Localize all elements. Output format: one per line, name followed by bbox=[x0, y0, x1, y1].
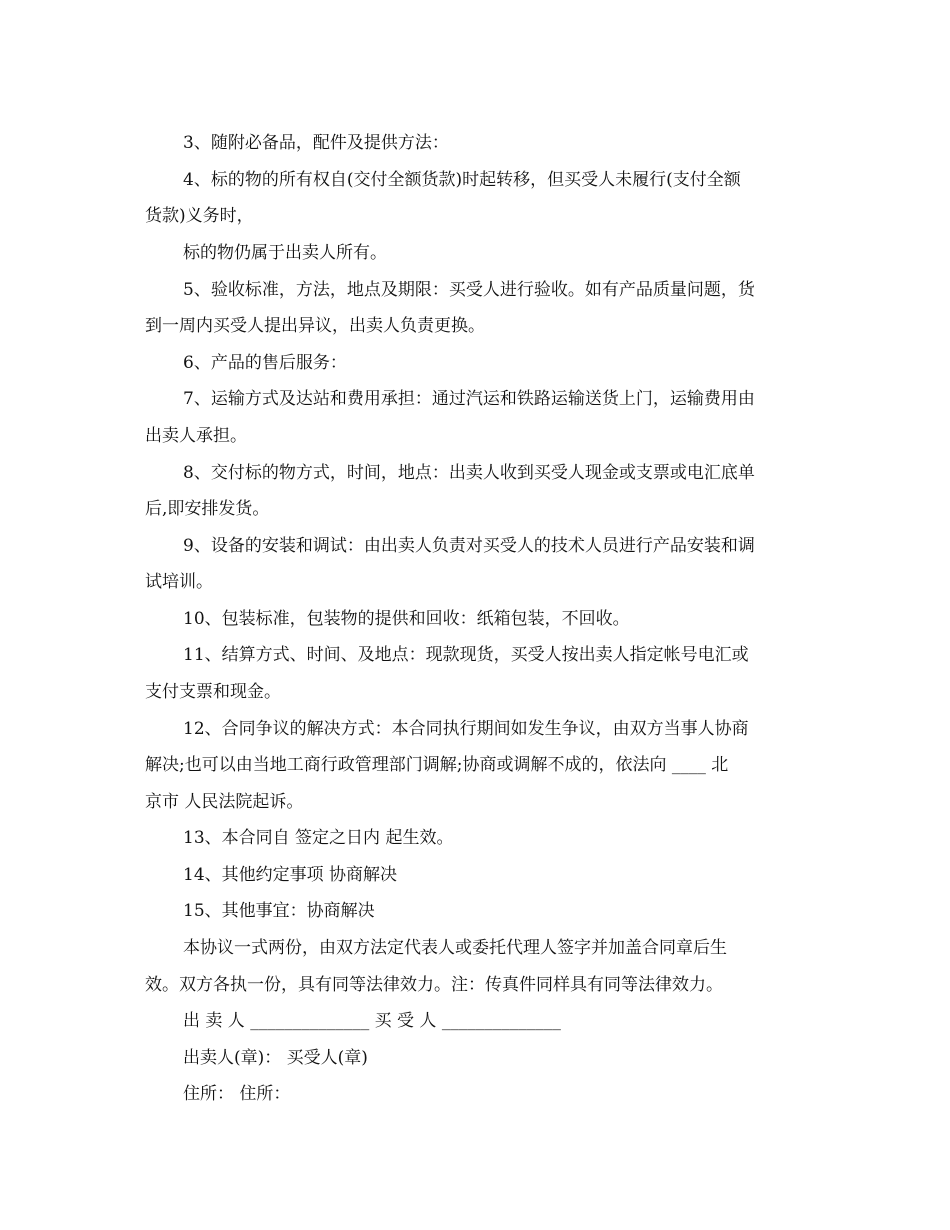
clause-3-line: 3、随附必备品，配件及提供方法： bbox=[183, 133, 449, 153]
clause-8-line-2: 后,即安排发货。 bbox=[145, 499, 270, 519]
clause-4-line-3: 标的物仍属于出卖人所有。 bbox=[183, 243, 387, 263]
closing-line-1: 本协议一式两份，由双方法定代表人或委托代理人签字并加盖合同章后生 bbox=[183, 938, 727, 958]
clause-8-line-1: 8、交付标的物方式，时间，地点：出卖人收到买受人现金或支票或电汇底单 bbox=[183, 463, 755, 483]
address-line: 住所： 住所： bbox=[183, 1084, 291, 1104]
clause-7-line-1: 7、运输方式及达站和费用承担：通过汽运和铁路运输送货上门，运输费用由 bbox=[183, 389, 755, 409]
clause-4-line-2: 货款)义务时， bbox=[145, 206, 254, 226]
clause-11-line-1: 11、结算方式、时间、及地点：现款现货，买受人按出卖人指定帐号电汇或 bbox=[183, 645, 749, 665]
clause-6-line: 6、产品的售后服务： bbox=[183, 353, 347, 373]
clause-4-line-1: 4、标的物的所有权自(交付全额货款)时起转移，但买受人未履行(支付全额 bbox=[183, 170, 741, 190]
clause-10-line: 10、包装标准，包装物的提供和回收：纸箱包装，不回收。 bbox=[183, 609, 630, 629]
clause-9-line-2: 试培训。 bbox=[145, 572, 213, 592]
clause-11-line-2: 支付支票和现金。 bbox=[145, 682, 281, 702]
clause-14-line: 14、其他约定事项 协商解决 bbox=[183, 865, 398, 885]
clause-12-line-1: 12、合同争议的解决方式：本合同执行期间如发生争议，由双方当事人协商 bbox=[183, 719, 749, 739]
clause-13-line: 13、本合同自 签定之日内 起生效。 bbox=[183, 828, 454, 848]
clause-5-line-1: 5、验收标准，方法，地点及期限：买受人进行验收。如有产品质量问题，货 bbox=[183, 280, 755, 300]
clause-12-line-2: 解决;也可以由当地工商行政管理部门调解;协商或调解不成的，依法向 ____ 北 bbox=[145, 755, 729, 775]
closing-line-2: 效。双方各执一份，具有同等法律效力。注：传真件同样具有同等法律效力。 bbox=[145, 975, 723, 995]
clause-5-line-2: 到一周内买受人提出异议，出卖人负责更换。 bbox=[145, 316, 485, 336]
seal-line: 出卖人(章)： 买受人(章) bbox=[183, 1048, 368, 1068]
clause-9-line-1: 9、设备的安装和调试：由出卖人负责对买受人的技术人员进行产品安装和调 bbox=[183, 536, 755, 556]
clause-12-line-3: 京市 人民法院起诉。 bbox=[145, 792, 304, 812]
clause-7-line-2: 出卖人承担。 bbox=[145, 426, 247, 446]
signature-line: 出 卖 人 ______________ 买 受 人 ______________ bbox=[183, 1011, 561, 1031]
clause-15-line: 15、其他事宜：协商解决 bbox=[183, 901, 375, 921]
